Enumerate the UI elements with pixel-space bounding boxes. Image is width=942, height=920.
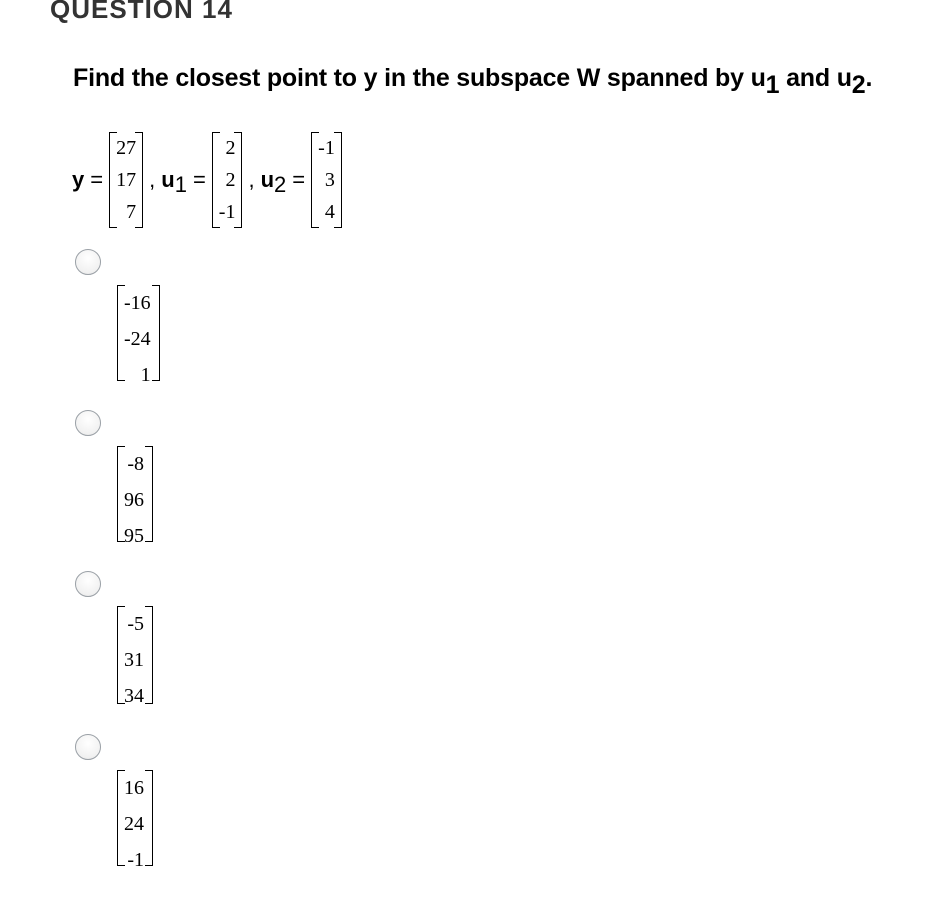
matrix-entry: 96 [124, 489, 144, 511]
matrix-entry: -1 [127, 849, 144, 871]
option-2-radio[interactable] [75, 410, 101, 436]
matrix-entry: 16 [124, 777, 144, 799]
y-label: y [72, 167, 85, 192]
matrix-entry: 7 [126, 200, 137, 223]
matrix-entry: -24 [124, 328, 151, 350]
option-3-vector [117, 606, 153, 707]
matrix-entry: -16 [124, 292, 151, 314]
option-4-vector [117, 770, 153, 871]
matrix-entry: 2 [225, 168, 236, 191]
option-1-vector [117, 285, 160, 386]
matrix-entry: 31 [124, 649, 144, 671]
matrix-entry: 2 [225, 136, 236, 159]
option-3-radio[interactable] [75, 571, 101, 597]
matrix-entry: 95 [124, 525, 144, 547]
matrix-entry: 1 [140, 364, 151, 386]
comma: , [248, 167, 255, 192]
given-vectors [72, 128, 342, 232]
matrix-entry: 3 [324, 168, 335, 191]
matrix-entry: -1 [318, 136, 335, 159]
question-text: Find the closest point to y in the subspace W spanned by u1 and u2. [73, 64, 873, 99]
comma: , [149, 167, 156, 192]
u2-label: u2 [260, 167, 287, 197]
equals-sign: = [90, 167, 104, 192]
equals-sign: = [292, 167, 306, 192]
u1-vector [212, 132, 243, 228]
matrix-entry: 34 [124, 685, 144, 707]
equals-sign: = [192, 167, 206, 192]
matrix-entry: -8 [127, 453, 144, 475]
y-vector [109, 132, 143, 228]
matrix-entry: 4 [324, 200, 335, 223]
matrix-entry: -1 [218, 200, 236, 223]
matrix-entry: 17 [116, 168, 137, 191]
matrix-entry: 27 [116, 136, 137, 159]
option-4-radio[interactable] [75, 734, 101, 760]
u1-label: u1 [161, 167, 187, 197]
question-header: QUESTION 14 [50, 0, 233, 24]
matrix-entry: 24 [124, 813, 144, 835]
matrix-entry: -5 [127, 613, 144, 635]
u2-vector [311, 132, 342, 228]
option-2-vector [117, 446, 153, 547]
option-1-radio[interactable] [75, 249, 101, 275]
